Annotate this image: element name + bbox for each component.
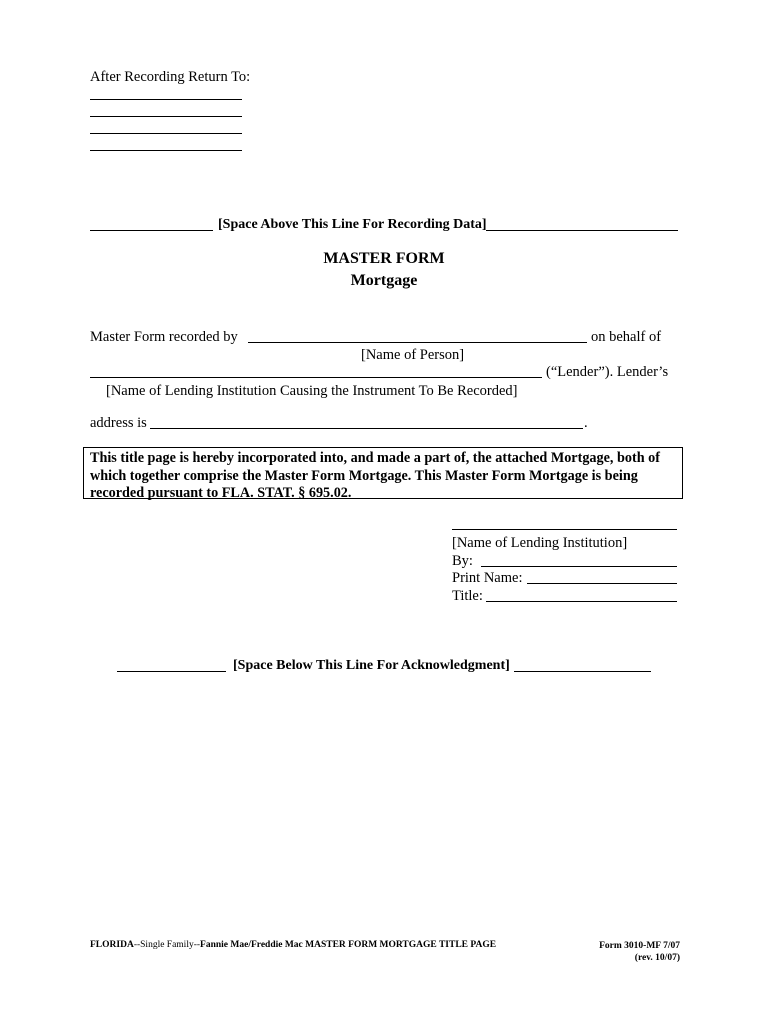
institution-caption: [Name of Lending Institution Causing the Instrument To Be Recorded] (106, 383, 518, 399)
print-name-label: Print Name: (452, 570, 523, 586)
by-label: By: (452, 553, 473, 569)
print-name-line (527, 583, 677, 584)
footer-state: FLORIDA (90, 940, 134, 950)
ack-banner-left-rule (117, 671, 226, 672)
recording-banner-left-rule (90, 230, 213, 231)
form-title: MASTER FORM (323, 250, 445, 267)
footer-form-identifier (90, 940, 496, 950)
person-name-caption: [Name of Person] (361, 347, 465, 363)
footer-separator-2: -- (193, 940, 201, 950)
address-period: . (584, 415, 588, 431)
address-line (150, 428, 583, 429)
institution-signature-line (452, 529, 677, 530)
title-label: Title: (452, 588, 483, 604)
ack-banner-right-rule (514, 671, 651, 672)
signature-institution-caption: [Name of Lending Institution] (452, 535, 628, 551)
by-line (481, 566, 677, 567)
footer-form-number-block (583, 940, 680, 964)
footer-doc-title: MASTER FORM MORTGAGE TITLE PAGE (305, 940, 497, 950)
return-line-2 (90, 116, 242, 117)
return-line-4 (90, 150, 242, 151)
footer-family: Single Family (140, 940, 194, 950)
title-line (486, 601, 677, 602)
footer-form-number: Form 3010-MF 7/07 (599, 941, 680, 951)
address-prefix: address is (90, 415, 147, 431)
acknowledgment-banner: [Space Below This Line For Acknowledgment] (233, 658, 510, 673)
lender-suffix: (“Lender”). Lender’s (546, 364, 669, 380)
on-behalf-of: on behalf of (591, 329, 662, 345)
person-name-line (248, 342, 587, 343)
footer-separator-1: -- (133, 940, 141, 950)
recording-banner-right-rule (486, 230, 678, 231)
footer-revision: (rev. 10/07) (634, 953, 680, 963)
incorporation-notice: This title page is hereby incorporated into, and made a part of, the attached Mortgage, both of which together comprise the Master Form Mortgage. This Master Form Mortgage is being recorded pursuant to FLA. STAT. § 695.02. (83, 447, 683, 499)
return-line-1 (90, 99, 242, 100)
return-to-label: After Recording Return To: (90, 69, 251, 85)
footer-agencies: Fannie Mae/Freddie Mac (200, 940, 303, 950)
form-subtitle: Mortgage (350, 272, 418, 289)
recording-banner: [Space Above This Line For Recording Data] (218, 217, 487, 232)
return-line-3 (90, 133, 242, 134)
recorded-by-prefix: Master Form recorded by (90, 329, 238, 345)
lender-name-line (90, 377, 542, 378)
